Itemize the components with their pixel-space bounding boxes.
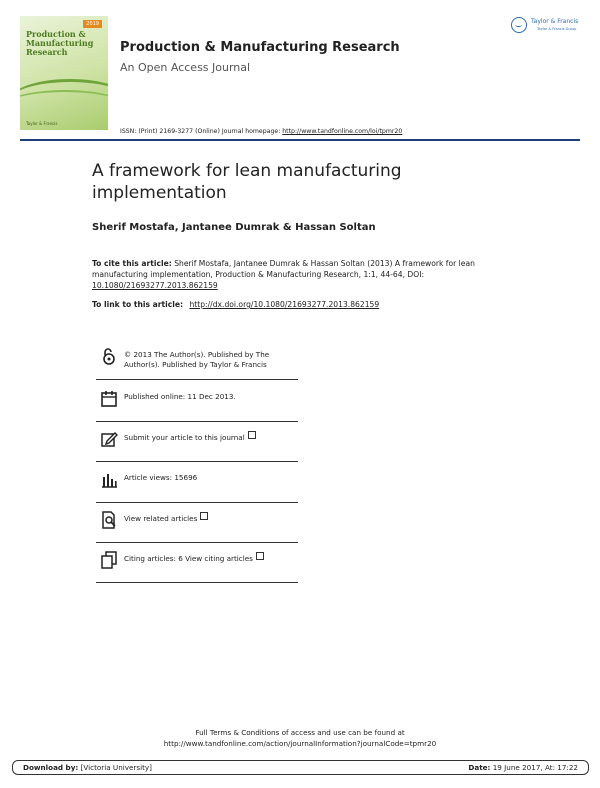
issn-text: ISSN: (Print) 2169-3277 (Online) Journal homepage: [120, 128, 281, 135]
external-link-icon [248, 431, 256, 439]
publisher-logo-tagline: Taylor & Francis Group [537, 27, 577, 31]
info-divider [96, 542, 298, 543]
article-doi-link[interactable]: http://dx.doi.org/10.1080/21693277.2013.862159 [189, 300, 380, 309]
downloaded-by [23, 763, 152, 772]
info-divider [96, 582, 298, 583]
calendar-icon [100, 390, 118, 408]
bar-chart-icon [100, 471, 118, 489]
issn-line [120, 128, 402, 135]
download-info-bar [12, 760, 589, 775]
cite-doi-link[interactable]: 10.1080/21693277.2013.862159 [92, 281, 218, 290]
search-doc-icon [100, 511, 118, 529]
publisher-logo-name: Taylor & Francis [531, 18, 579, 25]
download-date [468, 763, 578, 772]
open-access-text: © 2013 The Author(s). Published by The Author(s). Published by Taylor & Francis [124, 350, 270, 369]
journal-cover [20, 16, 108, 130]
journal-homepage-link[interactable]: http://www.tandfonline.com/loi/tpmr20 [282, 128, 403, 135]
open-access-icon [100, 348, 118, 366]
link-label: To link to this article: [92, 300, 184, 309]
citing-articles-link[interactable] [124, 553, 294, 564]
download-date-label: Date: [468, 763, 491, 772]
external-link-icon [256, 552, 264, 560]
edit-icon [100, 430, 118, 448]
related-articles-text: View related articles [124, 514, 198, 523]
downloaded-by-label: Download by: [23, 763, 79, 772]
external-link-icon [200, 512, 208, 520]
article-authors: Sherif Mostafa, Jantanee Dumrak & Hassan Soltan [92, 222, 376, 233]
citing-articles-text: Citing articles: 6 View citing articles [124, 554, 253, 563]
header-divider [20, 139, 580, 141]
terms-line-1: Full Terms & Conditions of access and use can be found at [195, 728, 405, 737]
journal-subtitle: An Open Access Journal [120, 61, 251, 74]
cite-label: To cite this article: [92, 259, 172, 268]
publisher-logo-icon [511, 17, 527, 33]
cover-badge: 2019 [83, 20, 102, 28]
related-articles-link[interactable] [124, 513, 294, 524]
journal-title: Production & Manufacturing Research [120, 40, 400, 55]
submit-article-text: Submit your article to this journal [124, 433, 245, 442]
cite-text: Sherif Mostafa, Jantanee Dumrak & Hassan Soltan (2013) A framework for lean manufacturing implementation, Production & Manufacturing Research, 1:1, 44-64, DOI: [92, 259, 475, 279]
citation-block [92, 258, 482, 291]
cover-publisher: Taylor & Francis [26, 121, 58, 126]
published-text: Published online: 11 Dec 2013. [124, 392, 236, 401]
submit-article-link[interactable] [124, 432, 294, 443]
cover-title: Production & Manufacturing Research [26, 29, 94, 57]
info-divider [96, 421, 298, 422]
article-title: A framework for lean manufacturing implementation [92, 161, 402, 203]
info-divider [96, 379, 298, 380]
info-divider [96, 502, 298, 503]
publisher-logo[interactable] [511, 17, 583, 35]
download-date-value: 19 June 2017, At: 17:22 [492, 763, 578, 772]
citing-icon [100, 551, 118, 569]
article-views-text: Article views: 15696 [124, 473, 198, 482]
downloaded-by-value: [Victoria University] [80, 763, 152, 772]
article-link-line [92, 300, 379, 309]
info-divider [96, 461, 298, 462]
terms-url[interactable]: http://www.tandfonline.com/action/journalInformation?journalCode=tpmr20 [163, 739, 437, 748]
